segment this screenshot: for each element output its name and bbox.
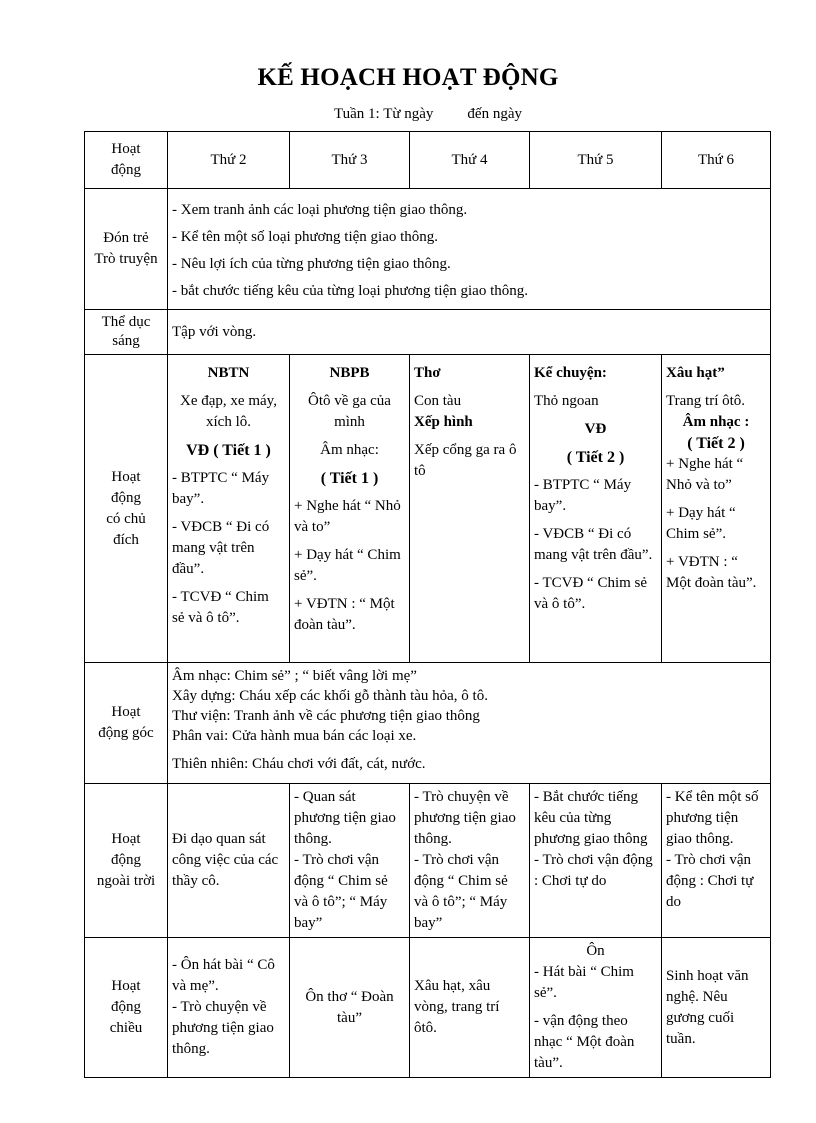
section-heading: Ôn bbox=[586, 943, 605, 959]
lesson-part: Âm nhạc: bbox=[320, 442, 379, 458]
subject-title: Thơ bbox=[414, 365, 441, 381]
list-item: - Xem tranh ảnh các loại phương tiện giao thông. bbox=[172, 202, 468, 218]
list-item: - TCVĐ “ Chim sẻ và ô tô”. bbox=[172, 589, 269, 626]
ngoai-troi-tue bbox=[290, 784, 410, 938]
lesson-topic: Thỏ ngoan bbox=[534, 393, 599, 409]
list-item: - Kể tên một số phương tiện giao thông. bbox=[666, 789, 759, 847]
ngoai-troi-fri bbox=[662, 784, 771, 938]
row-co-chu-dich bbox=[85, 355, 771, 663]
list-item: + Dạy hát “ Chim sẻ”. bbox=[666, 505, 736, 542]
list-item: + VĐTN : “ Một đoàn tàu”. bbox=[666, 554, 757, 591]
list-item: + Dạy hát “ Chim sẻ”. bbox=[294, 547, 401, 584]
chieu-fri: Sinh hoạt văn nghệ. Nêu gương cuối tuần. bbox=[662, 938, 771, 1078]
row-head-chieu: Hoạt động chiều bbox=[85, 938, 168, 1078]
corner-header: Hoạt động bbox=[85, 132, 168, 189]
ngoai-troi-wed bbox=[410, 784, 530, 938]
lesson-topic: Xe đạp, xe máy, xích lô. bbox=[180, 393, 277, 430]
list-item: - Hát bài “ Chim sẻ”. bbox=[534, 964, 634, 1001]
list-item: - Trò chơi vận động “ Chim sẻ và ô tô”; “ Máy bay” bbox=[294, 852, 388, 931]
list-item: Thiên nhiên: Cháu chơi với đất, cát, nước. bbox=[172, 756, 426, 772]
list-item: - VĐCB “ Đi có mang vật trên đầu”. bbox=[172, 519, 270, 577]
list-item: - Trò chuyện về phương tiện giao thông. bbox=[172, 999, 274, 1057]
row-don-tre bbox=[85, 189, 771, 310]
lesson-part: Xếp hình bbox=[414, 414, 473, 430]
day-header-thu: Thứ 5 bbox=[530, 132, 662, 189]
subject-title: Kể chuyện: bbox=[534, 365, 607, 381]
day-header-fri: Thứ 6 bbox=[662, 132, 771, 189]
lesson-part: ( Tiết 2 ) bbox=[566, 449, 625, 466]
list-item: - BTPTC “ Máy bay”. bbox=[172, 470, 270, 507]
week-to-label: đến ngày bbox=[467, 106, 522, 122]
list-item: - vận động theo nhạc “ Một đoàn tàu”. bbox=[534, 1013, 635, 1071]
subject-title: NBTN bbox=[207, 365, 250, 381]
list-item: Âm nhạc: Chim sẻ” ; “ biết vâng lời mẹ” bbox=[172, 668, 417, 684]
week-from-label: Tuần 1: Từ ngày bbox=[334, 106, 434, 122]
don-tre-content bbox=[168, 189, 771, 310]
co-chu-dich-mon bbox=[168, 355, 290, 663]
week-subtitle bbox=[0, 106, 816, 123]
chieu-wed: Xâu hạt, xâu vòng, trang trí ôtô. bbox=[410, 938, 530, 1078]
activity-plan-table bbox=[84, 131, 771, 1078]
list-item: - Ôn hát bài “ Cô và mẹ”. bbox=[172, 957, 275, 994]
table-header-row bbox=[85, 132, 771, 189]
lesson-part: Âm nhạc : bbox=[682, 414, 750, 430]
list-item: + Nghe hát “ Nhỏ và to” bbox=[294, 498, 401, 535]
list-item: - VĐCB “ Đi có mang vật trên đầu”. bbox=[534, 526, 653, 563]
lesson-topic: Trang trí ôtô. bbox=[666, 393, 746, 409]
list-item: - Trò chuyện về phương tiện giao thông. bbox=[414, 789, 516, 847]
row-chieu bbox=[85, 938, 771, 1078]
page-title: KẾ HOẠCH HOẠT ĐỘNG bbox=[257, 64, 559, 91]
co-chu-dich-wed bbox=[410, 355, 530, 663]
row-head-don-tre: Đón trẻ Trò truyện bbox=[85, 189, 168, 310]
ngoai-troi-thu bbox=[530, 784, 662, 938]
lesson-topic: Con tàu bbox=[414, 393, 462, 409]
list-item: - Kể tên một số loại phương tiện giao thông. bbox=[172, 229, 439, 245]
lesson-part: VĐ ( Tiết 1 ) bbox=[186, 442, 271, 459]
subject-title: Xâu hạt” bbox=[666, 365, 725, 381]
row-the-duc bbox=[85, 310, 771, 355]
row-head-goc: Hoạt động góc bbox=[85, 663, 168, 784]
list-item: - Nêu lợi ích của từng phương tiện giao thông. bbox=[172, 256, 451, 272]
list-item: - bắt chước tiếng kêu của từng loại phương tiện giao thông. bbox=[172, 283, 529, 299]
list-item: Thư viện: Tranh ảnh về các phương tiện giao thông bbox=[172, 708, 480, 724]
chieu-tue: Ôn thơ “ Đoàn tàu” bbox=[290, 938, 410, 1078]
day-header-wed: Thứ 4 bbox=[410, 132, 530, 189]
co-chu-dich-fri bbox=[662, 355, 771, 663]
row-head-ngoai-troi: Hoạt động ngoài trời bbox=[85, 784, 168, 938]
list-item: - TCVĐ “ Chim sẻ và ô tô”. bbox=[534, 575, 648, 612]
list-item: - BTPTC “ Máy bay”. bbox=[534, 477, 632, 514]
row-goc bbox=[85, 663, 771, 784]
day-header-tue: Thứ 3 bbox=[290, 132, 410, 189]
ngoai-troi-mon: Đi dạo quan sát công việc của các thầy cô. bbox=[168, 784, 290, 938]
row-head-the-duc: Thể dục sáng bbox=[85, 310, 168, 355]
row-ngoai-troi bbox=[85, 784, 771, 938]
chieu-thu bbox=[530, 938, 662, 1078]
lesson-part: ( Tiết 2 ) bbox=[687, 435, 745, 452]
lesson-part: ( Tiết 1 ) bbox=[320, 470, 379, 487]
lesson-topic: Ôtô về ga của mình bbox=[308, 393, 391, 430]
list-item: + VĐTN : “ Một đoàn tàu”. bbox=[294, 596, 395, 633]
chieu-mon bbox=[168, 938, 290, 1078]
row-head-co-chu-dich: Hoạt động có chủ đích bbox=[85, 355, 168, 663]
list-item: Xây dựng: Cháu xếp các khối gỗ thành tàu hỏa, ô tô. bbox=[172, 688, 488, 704]
co-chu-dich-thu bbox=[530, 355, 662, 663]
subject-title: NBPB bbox=[329, 365, 370, 381]
list-item: Xếp cổng ga ra ô tô bbox=[414, 442, 517, 479]
the-duc-content: Tập với vòng. bbox=[168, 310, 771, 355]
list-item: - Trò chơi vận động : Chơi tự do bbox=[666, 852, 754, 910]
list-item: - Trò chơi vận động “ Chim sẻ và ô tô”; “ Máy bay” bbox=[414, 852, 508, 931]
list-item: - Bắt chước tiếng kêu của từng phương giao thông bbox=[534, 789, 648, 847]
list-item: - Quan sát phương tiện giao thông. bbox=[294, 789, 396, 847]
day-header-mon: Thứ 2 bbox=[168, 132, 290, 189]
co-chu-dich-tue bbox=[290, 355, 410, 663]
list-item: - Trò chơi vận động : Chơi tự do bbox=[534, 852, 653, 889]
goc-content bbox=[168, 663, 771, 784]
lesson-part: VĐ bbox=[584, 421, 607, 437]
list-item: Phân vai: Cửa hành mua bán các loại xe. bbox=[172, 728, 417, 744]
list-item: + Nghe hát “ Nhỏ và to” bbox=[666, 456, 744, 493]
